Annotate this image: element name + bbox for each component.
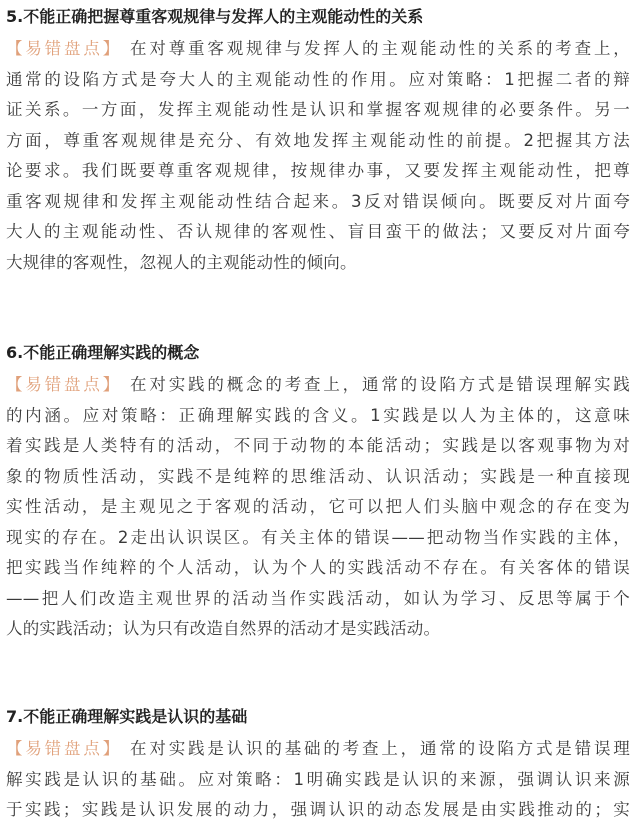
text-line [6, 34, 630, 65]
text-line: 大规律的客观性，忽视人的主观能动性的倾向。 [6, 252, 357, 272]
text-line: 大人的主观能动性、否认规律的客观性、盲目蛮干的做法；又要反对片面夸 [6, 222, 630, 241]
text-line: 实性活动，是主观见之于客观的活动，它可以把人们头脑中观念的存在变为 [6, 497, 630, 516]
text-line: 证关系。一方面，发挥主观能动性是认识和掌握客观规律的必要条件。另一 [6, 100, 630, 119]
text-line: ——把人们改造主观世界的活动当作实践活动，如认为学习、反思等属于个 [6, 588, 630, 608]
section-6 [6, 340, 630, 645]
text-line: 方面，尊重客观规律是充分、有效地发挥主观能动性的前提。2把握其方法 [6, 130, 630, 150]
text-line: 着实践是人类特有的活动，不同于动物的本能活动；实践是以客观事物为对 [6, 436, 630, 455]
text-line [6, 370, 630, 401]
text-line: 象的物质性活动，实践不是纯粹的思维活动、认识活动；实践是一种直接现 [6, 466, 630, 486]
text-line: 的内涵。应对策略：正确理解实践的含义。1实践是以人为主体的，这意味 [6, 405, 630, 425]
section-7 [6, 704, 630, 826]
text-line: 通常的设陷方式是夸大人的主观能动性的作用。应对策略：1把握二者的辩 [6, 69, 630, 89]
text-line: 把实践当作纯粹的个人活动，认为个人的实践活动不存在。有关客体的错误 [6, 558, 630, 577]
text-line: 人的实践活动；认为只有改造自然界的活动才是实践活动。 [6, 619, 441, 638]
section-5 [6, 4, 630, 278]
text-line [6, 734, 630, 765]
error-tag-label: 【易错盘点】 [6, 739, 122, 758]
section-paragraph [6, 34, 630, 278]
section-heading: 5.不能正确把握尊重客观规律与发挥人的主观能动性的关系 [6, 7, 424, 26]
line-rest: 在对尊重客观规律与发挥人的主观能动性的关系的考查上， [121, 39, 630, 58]
text-line: 论要求。我们既要尊重客观规律，按规律办事，又要发挥主观能动性，把尊 [6, 161, 630, 180]
line-rest: 在对实践的概念的考查上，通常的设陷方式是错误理解实践 [121, 375, 630, 394]
line-rest: 在对实践是认识的基础的考查上，通常的设陷方式是错误理 [121, 739, 630, 758]
text-line: 于实践；实践是认识发展的动力，强调认识的动态发展是由实践推动的；实 [6, 800, 630, 819]
section-heading: 6.不能正确理解实践的概念 [6, 343, 200, 362]
text-line: 现实的存在。2走出认识误区。有关主体的错误——把动物当作实践的主体， [6, 527, 630, 547]
error-tag-label: 【易错盘点】 [6, 39, 122, 58]
section-heading: 7.不能正确理解实践是认识的基础 [6, 707, 248, 726]
section-paragraph [6, 370, 630, 645]
section-paragraph [6, 734, 630, 826]
text-line: 解实践是认识的基础。应对策略：1明确实践是认识的来源，强调认识来源 [6, 769, 630, 789]
text-line: 重客观规律和发挥主观能动性结合起来。3反对错误倾向。既要反对片面夸 [6, 191, 630, 211]
error-tag-label: 【易错盘点】 [6, 375, 122, 394]
